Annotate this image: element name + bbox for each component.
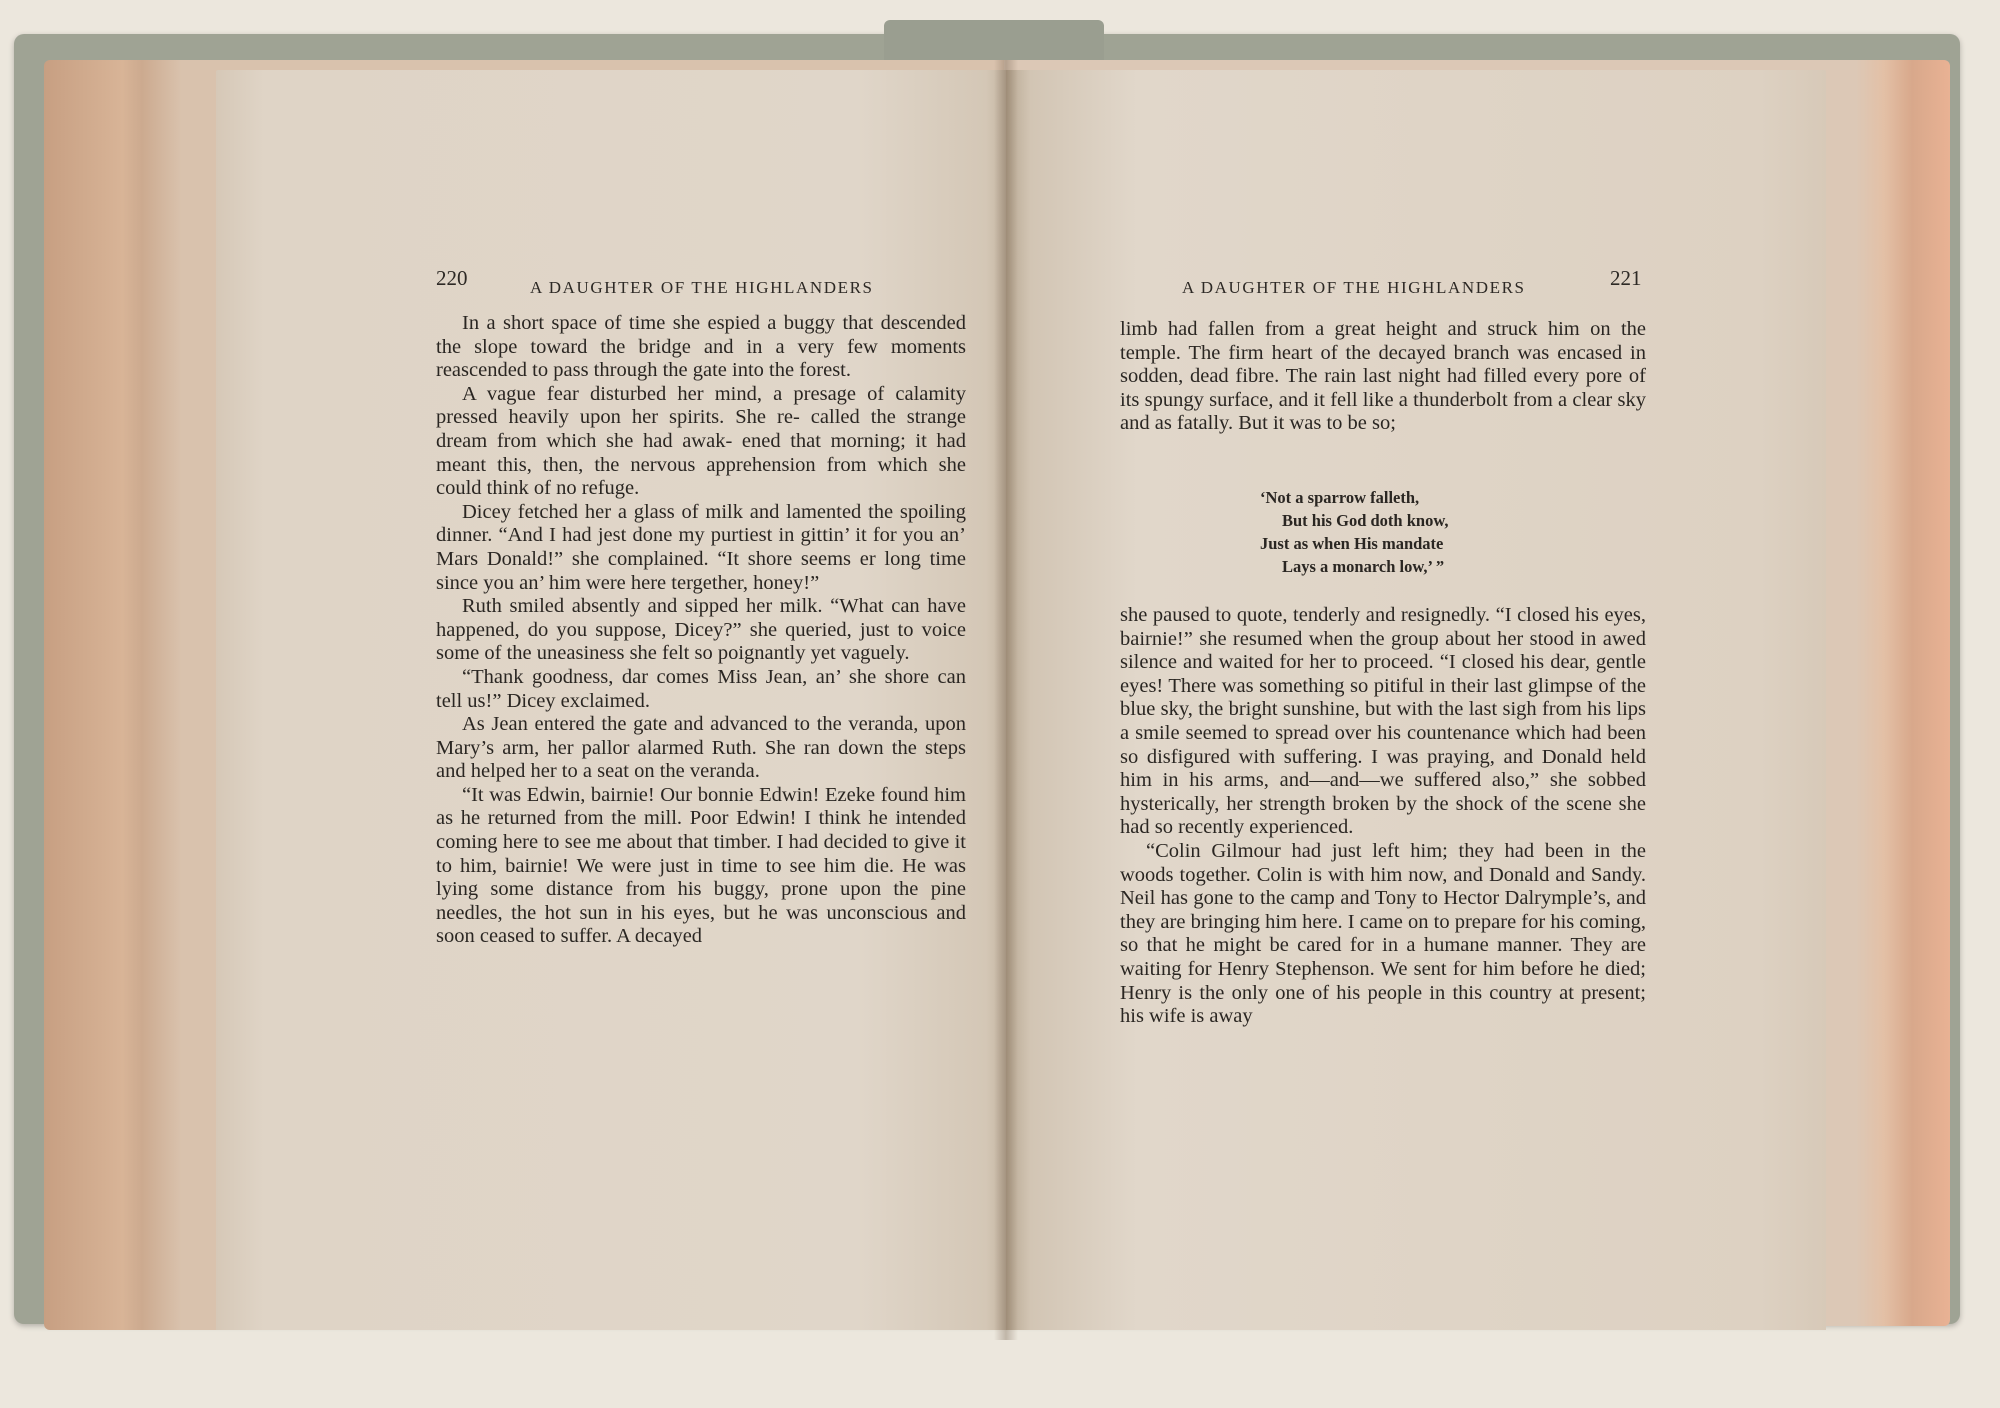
right-running-head: A DAUGHTER OF THE HIGHLANDERS <box>1182 278 1526 297</box>
left-paragraph: “It was Edwin, bairnie! Our bonnie Edwin! Ezeke found him as he returned from the mill. Poor Edwin! I think he intended coming here to see me about that timber. I had decided to give it to him, bairnie! We were just in time to see him die. He was lying some distance from his buggy, prone upon the pine needles, the hot sun in his eyes, but he was unconscious and soon ceased to suffer. A decayed <box>436 783 966 948</box>
left-paragraph: A vague fear disturbed her mind, a presage of calamity pressed heavily upon her spirits. She re- called the strange dream from which she had awak- ened that morning; it had meant this, then, the nervous apprehension from which she could think of no refuge. <box>436 382 966 500</box>
left-paragraph: Ruth smiled absently and sipped her milk. “What can have happened, do you suppose, Dicey?” she queried, just to voice some of the uneasiness she felt so poignantly yet vaguely. <box>436 595 966 665</box>
left-paragraph: As Jean entered the gate and advanced to the veranda, upon Mary’s arm, her pallor alarmed Ruth. She ran down the steps and helped her to a seat on the veranda. <box>436 713 966 783</box>
verse-line: But his God doth know, <box>1282 511 1449 530</box>
left-paragraph: “Thank goodness, dar comes Miss Jean, an’ she shore can tell us!” Dicey exclaimed. <box>436 665 966 712</box>
right-opening-paragraph: limb had fallen from a great height and struck him on the temple. The firm heart of the decayed branch was encased in sodden, dead fibre. The rain last night had filled every pore of its spungy surface, and it fell like a thunderbolt from a clear sky and as fatally. But it was to be so; <box>1120 318 1646 435</box>
verse-line: Lays a monarch low,’ ” <box>1282 557 1445 576</box>
right-page-number: 221 <box>1610 266 1642 290</box>
left-page-text <box>436 312 966 949</box>
verse-quote <box>1260 486 1448 578</box>
left-page-number: 220 <box>436 266 468 290</box>
book-spine <box>884 20 1104 60</box>
left-running-head: A DAUGHTER OF THE HIGHLANDERS <box>530 278 874 297</box>
right-page-opening <box>1120 318 1646 436</box>
left-paragraph: In a short space of time she espied a buggy that descended the slope toward the bridge and in a very few moments reascended to pass through the gate into the forest. <box>436 312 966 382</box>
page-gutter <box>994 60 1018 1340</box>
verse-line: Just as when His mandate <box>1260 534 1444 553</box>
verse-line: ‘Not a sparrow falleth, <box>1260 488 1420 507</box>
right-paragraph: she paused to quote, tenderly and resignedly. “I closed his eyes, bairnie!” she resumed when the group about her stood in awed silence and waited for her to proceed. “I closed his dear, gentle eyes! There was something so pitiful in their last glimpse of the blue sky, the bright sunshine, but with the last sigh from his lips a smile seemed to spread over his countenance which had been so disfigured with suffering. I was praying, and Donald held him in his arms, and—and—we suffered also,” she sobbed hysterically, her strength broken by the shock of the scene she had so recently experienced. <box>1120 604 1646 839</box>
right-page-body <box>1120 604 1646 1029</box>
left-paragraph: Dicey fetched her a glass of milk and lamented the spoiling dinner. “And I had jest done my purtiest in gittin’ it for you an’ Mars Donald!” she complained. “It shore seems er long time since you an’ him were here tergether, honey!” <box>436 500 966 594</box>
right-paragraph: “Colin Gilmour had just left him; they had been in the woods together. Colin is with him now, and Donald and Sandy. Neil has gone to the camp and Tony to Hector Dalrymple’s, and they are bringing him here. I came on to prepare for his coming, so that he might be cared for in a humane manner. They are waiting for Henry Stephenson. We sent for him before he died; Henry is the only one of his people in this country at present; his wife is away <box>1120 839 1646 1028</box>
